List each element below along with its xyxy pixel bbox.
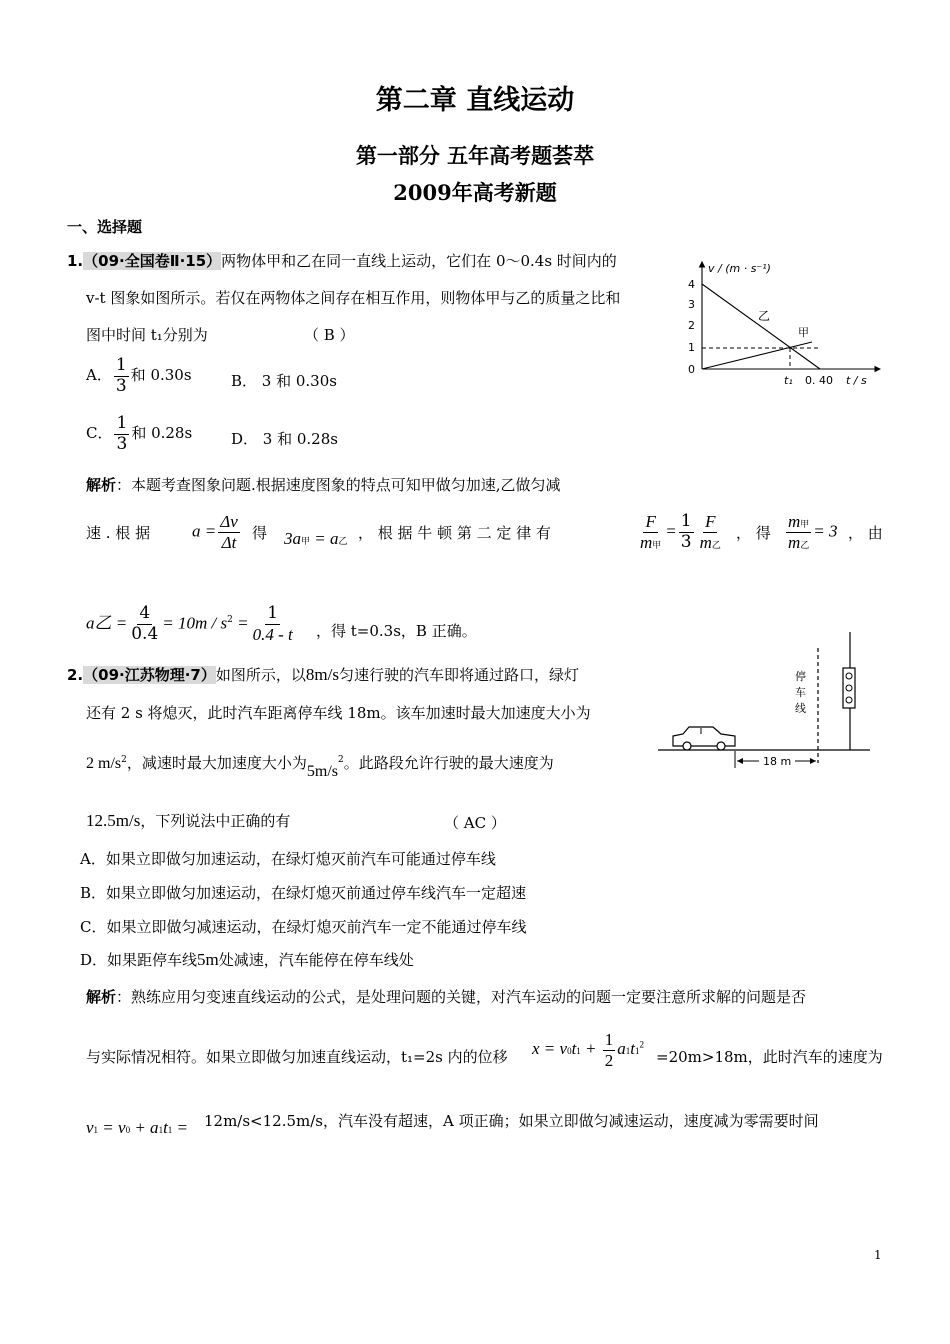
q1-stem-2: v-t 图象如图所示。若仅在两物体之间存在相互作用，则物体甲与乙的质量之比和 — [86, 289, 621, 307]
q2-stem-2: 还有 2 s 将熄灭，此时汽车距离停车线 18m。该车加速时最大加速度大小为 — [86, 704, 591, 722]
q2-number: 2. — [67, 666, 84, 684]
q2-option-d: D．如果距停车线5m处减速，汽车能停在停车线处 — [80, 950, 414, 969]
q1-graph-ylabel: v / (m · s⁻¹) — [708, 262, 771, 275]
q2-analysis-line2a: 与实际情况相符。如果立即做匀加速直线运动，t₁=2s 内的位移 — [86, 1048, 508, 1066]
q1-line1 — [67, 250, 617, 271]
q2-distance-label: 18 m — [763, 755, 792, 768]
q2-stop-label-2: 车 — [795, 686, 806, 699]
q2-line1: 2.（09·江苏物理·7）如图所示，以8m/s匀速行驶的汽车即将通过路口，绿灯 — [67, 665, 579, 684]
q1-eq-3a: 3a甲 = a乙 — [284, 529, 348, 548]
q1-option-b: B． 3 和 0.30s — [231, 372, 337, 390]
q1-eq-mass-ratio: $\frac{\text{m甲}}{\text{m乙}}$ = 3 — [788, 512, 838, 552]
q2-stem-4: 12.5m/s，下列说法中正确的有 — [86, 811, 291, 830]
q2-road-figure — [655, 628, 880, 778]
q2-option-c: C．如果立即做匀减速运动，在绿灯熄灭前汽车一定不能通过停车线 — [80, 918, 527, 936]
year-title: 2009年高考新题 — [393, 180, 557, 205]
q1-graph-xlabel: t / s — [846, 374, 867, 387]
q1-graph-ytick-0: 0 — [688, 363, 695, 376]
q2-option-a: A．如果立即做匀加速运动，在绿灯熄灭前汽车可能通过停车线 — [80, 850, 496, 868]
q2-eq-velocity: v1 = v0 + a1t1 = — [86, 1118, 189, 1137]
q1-analysis-line1: 解析：本题考查图象问题.根据速度图象的特点可知甲做匀加速,乙做匀减 — [86, 476, 561, 494]
q2-stem-3: 2 $m/s^2$，减速时最大加速度大小为$5m/s^2$。此路段允许行驶的最大速度为 — [86, 754, 554, 780]
q1-graph-xtick-t1: t₁ — [784, 374, 793, 387]
q1-graph-xtick-end: 0. 40 — [805, 374, 833, 387]
q2-analysis-line1: 解析：熟练应用匀变速直线运动的公式，是处理问题的关键，对汽车运动的问题一定要注意所求解的问题是否 — [86, 988, 807, 1006]
q1-answer: （ B ） — [304, 326, 355, 344]
q1-eq-newton: $\frac{F}{\text{m甲}}$ = $\frac{1}{3}$ $\frac{F}{\text{m乙}}$ — [640, 511, 721, 552]
q2-answer: （ AC ） — [444, 814, 506, 832]
q1-eq-de2: ， 得 — [736, 524, 771, 542]
q1-eq-acceleration: a = $\frac{\Delta v}{\Delta t}$ — [192, 512, 238, 552]
q1-graph-ytick-1: 1 — [688, 341, 695, 354]
section-heading: 一、选择题 — [67, 218, 143, 236]
q1-graph-label-jia: 甲 — [798, 326, 809, 339]
q1-graph-ytick-3: 3 — [688, 298, 695, 311]
q1-graph-line-jia — [702, 342, 812, 369]
q1-graph-ytick-4: 4 — [688, 278, 695, 291]
q1-source-tag: （09·全国卷Ⅱ·15） — [83, 252, 222, 270]
q2-source-tag: （09·江苏物理·7） — [83, 666, 216, 684]
q2-traffic-light — [843, 668, 855, 708]
q2-analysis-line2b: =20m>18m，此时汽车的速度为 — [656, 1048, 883, 1066]
page-number: 1 — [874, 1248, 882, 1262]
q1-option-a: A． $\frac{1}{3}$ 和 0.30s — [86, 355, 192, 396]
car-icon — [673, 727, 735, 750]
q1-stem-3: 图中时间 t₁分别为 — [86, 326, 208, 344]
q1-graph-ytick-2: 2 — [688, 319, 695, 332]
q1-graph-label-yi: 乙 — [758, 309, 771, 323]
q1-analysis-end: ，得 t=0.3s，B 正确。 — [316, 622, 477, 640]
q1-stem-1: 两物体甲和乙在同一直线上运动，它们在 0～0.4s 时间内的 — [221, 252, 617, 270]
q2-analysis-line3b: 12m/s<12.5m/s，汽车没有超速，A 项正确；如果立即做匀减速运动，速度减为零需要时间 — [204, 1112, 819, 1130]
chapter-title: 第二章 直线运动 — [375, 85, 575, 116]
q1-analysis-newton: ， 根 据 牛 顿 第 二 定 律 有 — [358, 524, 551, 542]
q1-vt-graph — [680, 252, 890, 392]
q2-stop-label-1: 停 — [795, 670, 806, 683]
part-title: 第一部分 五年高考题荟萃 — [355, 143, 595, 168]
q2-stop-label-3: 线 — [795, 702, 806, 715]
q1-eq-de: 得 — [252, 524, 268, 542]
q1-option-d: D． 3 和 0.28s — [231, 430, 338, 448]
q2-eq-displacement: x = v0t1 + $\frac{1}{2}$ $a1t1^2$ — [532, 1030, 645, 1070]
q1-number: 1. — [67, 252, 84, 270]
q1-option-c: C． $\frac{1}{3}$ 和 0.28s — [86, 413, 193, 454]
q1-analysis-speed: 速 . 根 据 — [86, 524, 151, 542]
q1-eq-ayi: a乙 = $\frac{4}{0.4}$ = $10m / s^2$ = $\frac{1}{0.4 - t}$ — [86, 603, 293, 644]
q1-analysis-you: ， 由 — [848, 524, 883, 542]
q2-option-b: B．如果立即做匀加速运动，在绿灯熄灭前通过停车线汽车一定超速 — [80, 884, 527, 902]
